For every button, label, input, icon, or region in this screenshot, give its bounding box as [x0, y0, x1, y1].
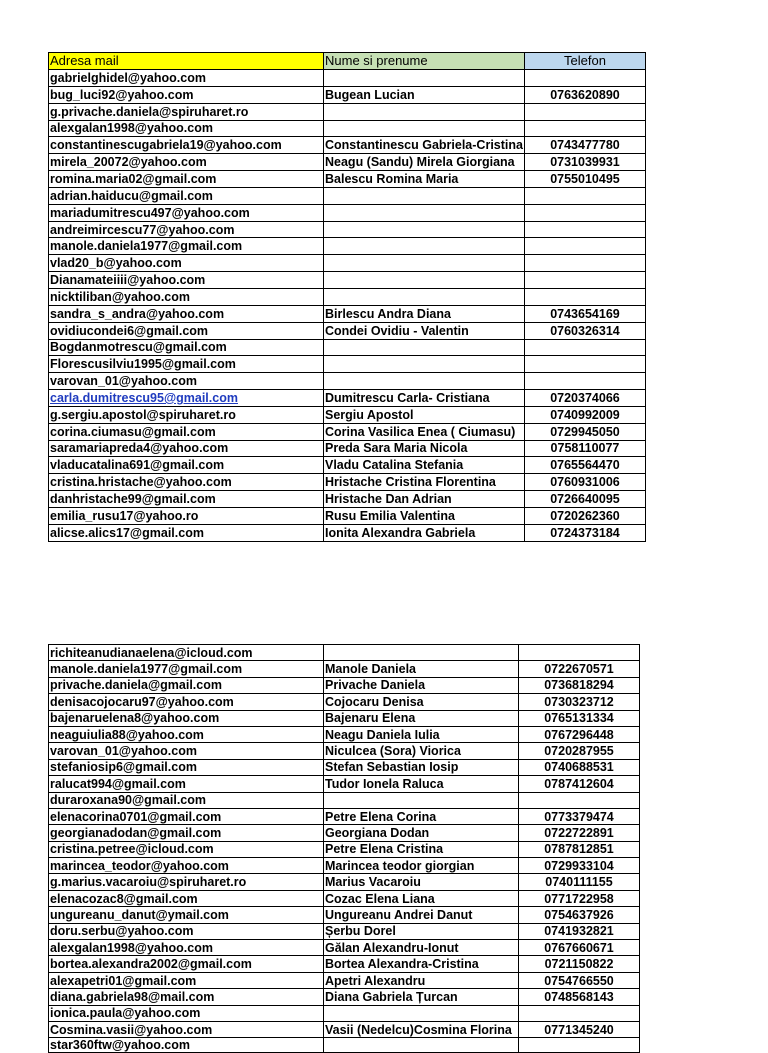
name-cell[interactable]: Manole Daniela [324, 661, 519, 677]
email-cell[interactable]: Dianamateiiii@yahoo.com [49, 272, 324, 289]
email-cell[interactable]: ungureanu_danut@ymail.com [49, 907, 324, 923]
table-row [49, 137, 646, 154]
email-cell[interactable]: varovan_01@yahoo.com [49, 373, 324, 390]
table-row [49, 70, 646, 87]
name-cell[interactable]: Petre Elena Corina [324, 808, 519, 824]
name-cell[interactable]: Marincea teodor giorgian [324, 858, 519, 874]
email-cell[interactable]: mirela_20072@yahoo.com [49, 154, 324, 171]
email-cell[interactable]: gabrielghidel@yahoo.com [49, 70, 324, 87]
table-row [49, 305, 646, 322]
table-row [49, 524, 646, 541]
name-cell[interactable]: Constantinescu Gabriela-Cristina [325, 138, 523, 153]
phone-cell[interactable]: 0760326314 [524, 322, 645, 339]
table-row [49, 238, 646, 255]
header-email[interactable]: Adresa mail [49, 53, 324, 70]
phone-cell[interactable] [524, 255, 645, 272]
table-row [49, 677, 640, 693]
header-phone[interactable]: Telefon [524, 53, 645, 70]
email-cell[interactable]: denisacojocaru97@yahoo.com [49, 694, 324, 710]
email-cell[interactable]: manole.daniela1977@gmail.com [49, 238, 324, 255]
email-cell[interactable]: alicse.alics17@gmail.com [49, 524, 324, 541]
table-row [49, 322, 646, 339]
name-cell[interactable]: Petre Elena Cristina [324, 841, 519, 857]
table-row [49, 808, 640, 824]
email-cell[interactable]: doru.serbu@yahoo.com [49, 923, 324, 939]
name-cell[interactable]: Bugean Lucian [324, 86, 525, 103]
email-cell[interactable]: cristina.petree@icloud.com [49, 841, 324, 857]
name-cell[interactable]: Neagu (Sandu) Mirela Giorgiana [324, 154, 525, 171]
phone-cell[interactable]: 0721150822 [519, 956, 640, 972]
name-cell[interactable]: Niculcea (Sora) Viorica [324, 743, 519, 759]
phone-cell[interactable] [524, 204, 645, 221]
email-cell[interactable]: alexgalan1998@yahoo.com [49, 120, 324, 137]
email-cell[interactable]: bortea.alexandra2002@gmail.com [49, 956, 324, 972]
email-cell[interactable]: elenacorina0701@gmail.com [49, 808, 324, 824]
name-cell[interactable]: Hristache Cristina Florentina [324, 474, 525, 491]
email-cell[interactable]: mariadumitrescu497@yahoo.com [49, 204, 324, 221]
name-cell[interactable]: Bortea Alexandra-Cristina [324, 956, 519, 972]
phone-cell[interactable]: 0755010495 [524, 171, 645, 188]
phone-cell[interactable]: 0740992009 [524, 406, 645, 423]
email-cell[interactable]: corina.ciumasu@gmail.com [49, 423, 324, 440]
phone-cell[interactable]: 0771722958 [519, 890, 640, 906]
email-cell[interactable]: richiteanudianaelena@icloud.com [49, 645, 324, 661]
table-row [49, 972, 640, 988]
email-cell[interactable]: emilia_rusu17@yahoo.ro [49, 507, 324, 524]
phone-cell[interactable] [524, 339, 645, 356]
name-cell[interactable] [324, 70, 525, 87]
email-cell[interactable]: danhristache99@gmail.com [49, 491, 324, 508]
name-cell[interactable] [324, 1038, 519, 1053]
table-row [49, 956, 640, 972]
phone-cell[interactable]: 0736818294 [519, 677, 640, 693]
table-row [49, 390, 646, 407]
table-row [49, 710, 640, 726]
phone-cell[interactable] [524, 120, 645, 137]
phone-cell[interactable] [524, 238, 645, 255]
email-cell[interactable]: diana.gabriela98@mail.com [49, 989, 324, 1005]
email-cell[interactable]: vladucatalina691@gmail.com [49, 457, 324, 474]
name-cell[interactable] [324, 238, 525, 255]
email-cell[interactable]: georgianadodan@gmail.com [49, 825, 324, 841]
phone-cell[interactable]: 0720374066 [524, 390, 645, 407]
email-cell[interactable]: Florescusilviu1995@gmail.com [49, 356, 324, 373]
table-row [49, 154, 646, 171]
table-row [49, 423, 646, 440]
contacts-table-1 [48, 52, 646, 542]
name-cell[interactable]: Cojocaru Denisa [324, 694, 519, 710]
table-row [49, 339, 646, 356]
name-cell[interactable] [324, 792, 519, 808]
phone-cell[interactable] [524, 373, 645, 390]
phone-cell[interactable] [524, 221, 645, 238]
name-cell[interactable] [324, 1005, 519, 1021]
phone-cell[interactable]: 0765564470 [524, 457, 645, 474]
phone-cell[interactable]: 0771345240 [519, 1021, 640, 1037]
name-cell[interactable] [324, 120, 525, 137]
table-row [49, 661, 640, 677]
table-row [49, 120, 646, 137]
table-row [49, 907, 640, 923]
table-row [49, 743, 640, 759]
table-row [49, 187, 646, 204]
phone-cell[interactable]: 0729933104 [519, 858, 640, 874]
email-cell[interactable]: duraroxana90@gmail.com [49, 792, 324, 808]
table-row [49, 171, 646, 188]
phone-cell[interactable]: 0729945050 [524, 423, 645, 440]
name-cell[interactable]: Birlescu Andra Diana [324, 305, 525, 322]
phone-cell[interactable]: 0787812851 [519, 841, 640, 857]
phone-cell[interactable]: 0724373184 [524, 524, 645, 541]
phone-cell[interactable]: 0731039931 [524, 154, 645, 171]
name-cell[interactable]: Șerbu Dorel [324, 923, 519, 939]
name-cell[interactable]: Gălan Alexandru-Ionut [324, 940, 519, 956]
name-cell[interactable]: Preda Sara Maria Nicola [324, 440, 525, 457]
email-cell[interactable]: nicktiliban@yahoo.com [49, 288, 324, 305]
name-cell[interactable]: Privache Daniela [324, 677, 519, 693]
name-cell[interactable]: Tudor Ionela Raluca [324, 776, 519, 792]
table-row [49, 457, 646, 474]
phone-cell[interactable]: 0763620890 [524, 86, 645, 103]
table-row [49, 356, 646, 373]
table-row [49, 204, 646, 221]
name-cell[interactable] [324, 272, 525, 289]
table-row [49, 940, 640, 956]
table-row [49, 1005, 640, 1021]
email-cell[interactable]: neaguiulia88@yahoo.com [49, 726, 324, 742]
email-cell[interactable]: g.sergiu.apostol@spiruharet.ro [49, 406, 324, 423]
email-cell[interactable]: privache.daniela@gmail.com [49, 677, 324, 693]
email-cell[interactable]: Cosmina.vasii@yahoo.com [49, 1021, 324, 1037]
phone-cell[interactable]: 0767660671 [519, 940, 640, 956]
email-cell[interactable]: romina.maria02@gmail.com [49, 171, 324, 188]
name-cell[interactable] [324, 187, 525, 204]
table-row [49, 221, 646, 238]
email-cell[interactable]: alexgalan1998@yahoo.com [49, 940, 324, 956]
header-row [49, 53, 646, 70]
phone-cell[interactable] [524, 272, 645, 289]
phone-cell[interactable]: 0730323712 [519, 694, 640, 710]
name-cell[interactable]: Ungureanu Andrei Danut [324, 907, 519, 923]
table-row [49, 255, 646, 272]
phone-cell[interactable]: 0767296448 [519, 726, 640, 742]
name-cell[interactable] [324, 103, 525, 120]
table-row [49, 759, 640, 775]
table-row [49, 373, 646, 390]
table-row [49, 792, 640, 808]
table-row [49, 726, 640, 742]
email-cell[interactable]: carla.dumitrescu95@gmail.com [49, 390, 324, 407]
table-row [49, 1038, 640, 1053]
email-cell[interactable]: sandra_s_andra@yahoo.com [49, 305, 324, 322]
phone-cell[interactable] [519, 792, 640, 808]
email-cell[interactable]: bug_luci92@yahoo.com [49, 86, 324, 103]
phone-cell[interactable]: 0773379474 [519, 808, 640, 824]
table-row [49, 825, 640, 841]
name-cell[interactable]: Sergiu Apostol [324, 406, 525, 423]
phone-cell[interactable]: 0743477780 [524, 137, 645, 154]
table-row [49, 645, 640, 661]
name-cell[interactable]: Apetri Alexandru [324, 972, 519, 988]
phone-cell[interactable]: 0726640095 [524, 491, 645, 508]
contacts-table-2 [48, 644, 640, 1053]
email-cell[interactable]: vlad20_b@yahoo.com [49, 255, 324, 272]
name-cell[interactable] [324, 255, 525, 272]
name-cell[interactable]: Balescu Romina Maria [324, 171, 525, 188]
email-cell[interactable]: ovidiucondei6@gmail.com [49, 322, 324, 339]
email-cell[interactable]: Bogdanmotrescu@gmail.com [49, 339, 324, 356]
phone-cell[interactable] [524, 288, 645, 305]
table-row [49, 858, 640, 874]
name-cell[interactable] [324, 288, 525, 305]
email-cell[interactable]: star360ftw@yahoo.com [49, 1038, 324, 1053]
table-row [49, 491, 646, 508]
table-row [49, 103, 646, 120]
email-cell[interactable]: elenacozac8@gmail.com [49, 890, 324, 906]
table-row [49, 288, 646, 305]
name-cell[interactable]: Diana Gabriela Țurcan [324, 989, 519, 1005]
phone-cell[interactable]: 0743654169 [524, 305, 645, 322]
table-row [49, 406, 646, 423]
table-row [49, 507, 646, 524]
name-cell[interactable]: Georgiana Dodan [324, 825, 519, 841]
phone-cell[interactable] [524, 356, 645, 373]
name-cell[interactable]: Ionita Alexandra Gabriela [324, 524, 525, 541]
phone-cell[interactable]: 0748568143 [519, 989, 640, 1005]
name-cell[interactable] [324, 339, 525, 356]
email-cell[interactable]: cristina.hristache@yahoo.com [49, 474, 324, 491]
name-cell[interactable] [324, 221, 525, 238]
table-row [49, 874, 640, 890]
table-row [49, 272, 646, 289]
email-cell[interactable]: g.privache.daniela@spiruharet.ro [49, 103, 324, 120]
name-cell[interactable]: Condei Ovidiu - Valentin [324, 322, 525, 339]
name-cell[interactable] [324, 204, 525, 221]
name-cell[interactable]: Rusu Emilia Valentina [324, 507, 525, 524]
phone-cell[interactable]: 0722670571 [519, 661, 640, 677]
name-cell[interactable]: Dumitrescu Carla- Cristiana [324, 390, 525, 407]
table-row [49, 989, 640, 1005]
name-cell[interactable] [324, 356, 525, 373]
email-cell[interactable]: andreimircescu77@yahoo.com [49, 221, 324, 238]
table-row [49, 841, 640, 857]
phone-cell[interactable]: 0765131334 [519, 710, 640, 726]
phone-cell[interactable] [524, 187, 645, 204]
phone-cell[interactable]: 0787412604 [519, 776, 640, 792]
name-cell[interactable]: Vasii (Nedelcu)Cosmina Florina [324, 1021, 519, 1037]
phone-cell[interactable]: 0741932821 [519, 923, 640, 939]
phone-cell[interactable]: 0758110077 [524, 440, 645, 457]
name-cell[interactable]: Marius Vacaroiu [324, 874, 519, 890]
phone-cell[interactable] [519, 645, 640, 661]
name-cell[interactable]: Vladu Catalina Stefania [324, 457, 525, 474]
phone-cell[interactable] [519, 1005, 640, 1021]
email-cell[interactable]: saramariapreda4@yahoo.com [49, 440, 324, 457]
phone-cell[interactable]: 0754637926 [519, 907, 640, 923]
email-cell[interactable]: constantinescugabriela19@yahoo.com [49, 137, 324, 154]
name-cell[interactable]: Corina Vasilica Enea ( Ciumasu) [324, 423, 525, 440]
phone-cell[interactable]: 0722722891 [519, 825, 640, 841]
phone-cell[interactable] [524, 103, 645, 120]
email-cell[interactable]: manole.daniela1977@gmail.com [49, 661, 324, 677]
phone-cell[interactable] [519, 1038, 640, 1053]
name-cell[interactable] [324, 645, 519, 661]
header-name[interactable]: Nume si prenume [324, 53, 525, 70]
phone-cell[interactable]: 0760931006 [524, 474, 645, 491]
email-cell[interactable]: varovan_01@yahoo.com [49, 743, 324, 759]
table-row [49, 923, 640, 939]
phone-cell[interactable] [524, 70, 645, 87]
email-cell[interactable]: adrian.haiducu@gmail.com [49, 187, 324, 204]
phone-cell[interactable]: 0740688531 [519, 759, 640, 775]
phone-cell[interactable]: 0720262360 [524, 507, 645, 524]
phone-cell[interactable]: 0754766550 [519, 972, 640, 988]
email-cell[interactable]: ralucat994@gmail.com [49, 776, 324, 792]
name-cell[interactable] [324, 373, 525, 390]
table-row [49, 890, 640, 906]
email-cell[interactable]: marincea_teodor@yahoo.com [49, 858, 324, 874]
table-row [49, 694, 640, 710]
name-cell[interactable]: Cozac Elena Liana [324, 890, 519, 906]
phone-cell[interactable]: 0740111155 [519, 874, 640, 890]
name-cell[interactable]: Hristache Dan Adrian [324, 491, 525, 508]
email-cell[interactable]: ionica.paula@yahoo.com [49, 1005, 324, 1021]
table-row [49, 776, 640, 792]
name-cell[interactable]: Bajenaru Elena [324, 710, 519, 726]
name-cell[interactable]: Stefan Sebastian Iosip [324, 759, 519, 775]
table-row [49, 86, 646, 103]
name-cell[interactable]: Neagu Daniela Iulia [324, 726, 519, 742]
email-cell[interactable]: stefaniosip6@gmail.com [49, 759, 324, 775]
email-cell[interactable]: bajenaruelena8@yahoo.com [49, 710, 324, 726]
table-row [49, 440, 646, 457]
email-cell[interactable]: g.marius.vacaroiu@spiruharet.ro [49, 874, 324, 890]
table-row [49, 474, 646, 491]
phone-cell[interactable]: 0720287955 [519, 743, 640, 759]
email-cell[interactable]: alexapetri01@gmail.com [49, 972, 324, 988]
